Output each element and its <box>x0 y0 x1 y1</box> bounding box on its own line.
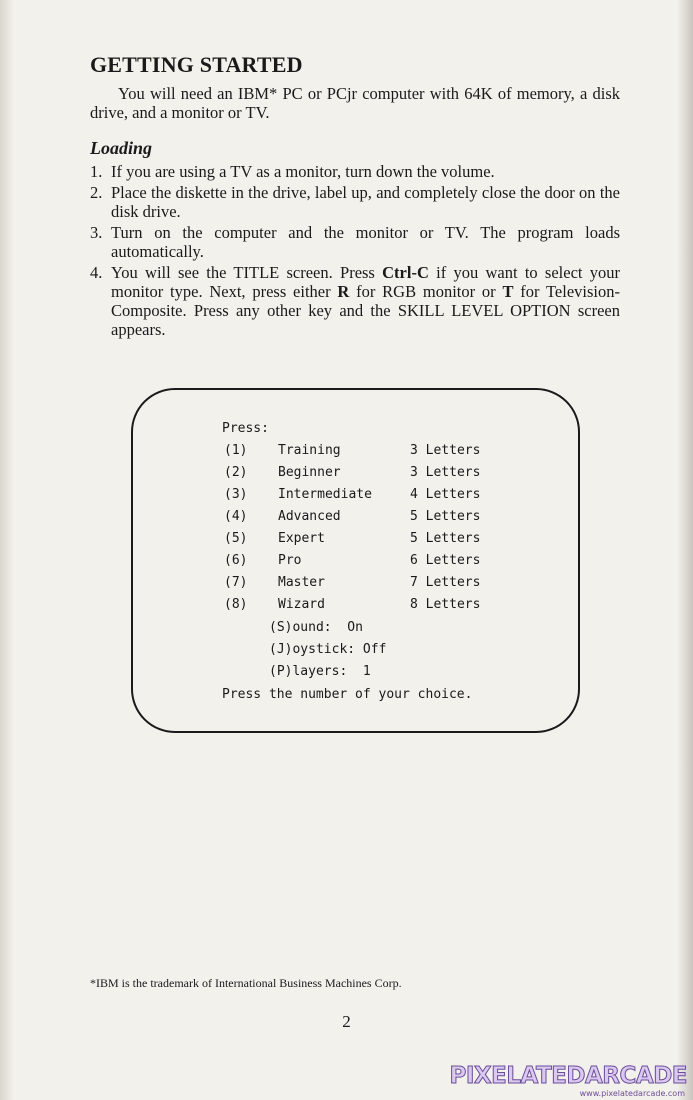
choice-prompt: Press the number of your choice. <box>222 687 473 702</box>
step-text: If you are using a TV as a monitor, turn down the volume. <box>111 162 495 181</box>
option-key: (6) <box>224 553 248 568</box>
option-letters: 7 Letters <box>410 575 481 590</box>
option-name: Expert <box>278 531 325 546</box>
step-text: Place the diskette in the drive, label up, and completely close the door on the disk drive. <box>111 183 620 221</box>
option-key: (1) <box>224 443 248 458</box>
step-item <box>90 223 620 261</box>
step-number: 4. <box>90 263 103 282</box>
page-shadow-right <box>677 0 693 1100</box>
skill-option-row <box>224 465 481 483</box>
skill-option-row <box>224 487 481 505</box>
skill-option-row <box>224 531 481 549</box>
option-letters: 5 Letters <box>410 509 481 524</box>
option-name: Master <box>278 575 325 590</box>
joystick-setting: (J)oystick: Off <box>269 642 387 657</box>
skill-option-row <box>224 443 481 461</box>
loading-subheading: Loading <box>90 138 153 158</box>
intro-paragraph: You will need an IBM* PC or PCjr computer with 64K of memory, a disk drive, and a monitor or TV. <box>90 84 620 122</box>
option-key: (8) <box>224 597 248 612</box>
step-text-part: You will see the TITLE screen. Press <box>111 263 383 282</box>
option-name: Intermediate <box>278 487 372 502</box>
screen-press-label: Press: <box>222 421 269 436</box>
watermark-url: www.pixelatedarcade.com <box>579 1089 685 1098</box>
option-letters: 3 Letters <box>410 443 481 458</box>
option-letters: 3 Letters <box>410 465 481 480</box>
loading-steps <box>90 162 620 341</box>
players-setting: (P)layers: 1 <box>269 664 371 679</box>
option-name: Training <box>278 443 341 458</box>
step-number: 3. <box>90 223 103 242</box>
key-r: R <box>337 282 350 301</box>
option-name: Pro <box>278 553 302 568</box>
key-ctrl-c: Ctrl-C <box>382 263 429 282</box>
option-key: (2) <box>224 465 248 480</box>
step-number: 2. <box>90 183 103 202</box>
option-letters: 5 Letters <box>410 531 481 546</box>
step-item <box>90 162 620 181</box>
step-text-part: for RGB monitor or <box>349 282 503 301</box>
page-number: 2 <box>342 1012 351 1031</box>
step-text: Turn on the computer and the monitor or TV. The program loads automatically. <box>111 223 620 261</box>
step-item <box>90 183 620 221</box>
step-text <box>111 263 620 339</box>
option-name: Wizard <box>278 597 325 612</box>
step-number: 1. <box>90 162 103 181</box>
key-t: T <box>502 282 514 301</box>
watermark-logo: PIXELATEDARCADE <box>449 1063 687 1089</box>
option-key: (5) <box>224 531 248 546</box>
option-key: (7) <box>224 575 248 590</box>
section-heading: GETTING STARTED <box>90 52 303 77</box>
skill-level-screen-frame <box>131 388 580 733</box>
step-text-part: for Television-Composite. Press any other key and the SKILL LEVEL OPTION screen appears. <box>111 282 621 339</box>
skill-option-row <box>224 597 481 615</box>
page-shadow-left <box>0 0 14 1100</box>
trademark-footnote: *IBM is the trademark of International Business Machines Corp. <box>90 976 402 990</box>
sound-setting: (S)ound: On <box>269 620 363 635</box>
option-letters: 8 Letters <box>410 597 481 612</box>
option-letters: 4 Letters <box>410 487 481 502</box>
option-letters: 6 Letters <box>410 553 481 568</box>
option-key: (3) <box>224 487 248 502</box>
option-name: Beginner <box>278 465 341 480</box>
skill-option-row <box>224 553 481 571</box>
option-key: (4) <box>224 509 248 524</box>
option-name: Advanced <box>278 509 341 524</box>
step-item <box>90 263 620 339</box>
skill-option-row <box>224 575 481 593</box>
step-text-part: if you want to select your monitor type. Next, press either <box>111 263 620 301</box>
skill-option-row <box>224 509 481 527</box>
